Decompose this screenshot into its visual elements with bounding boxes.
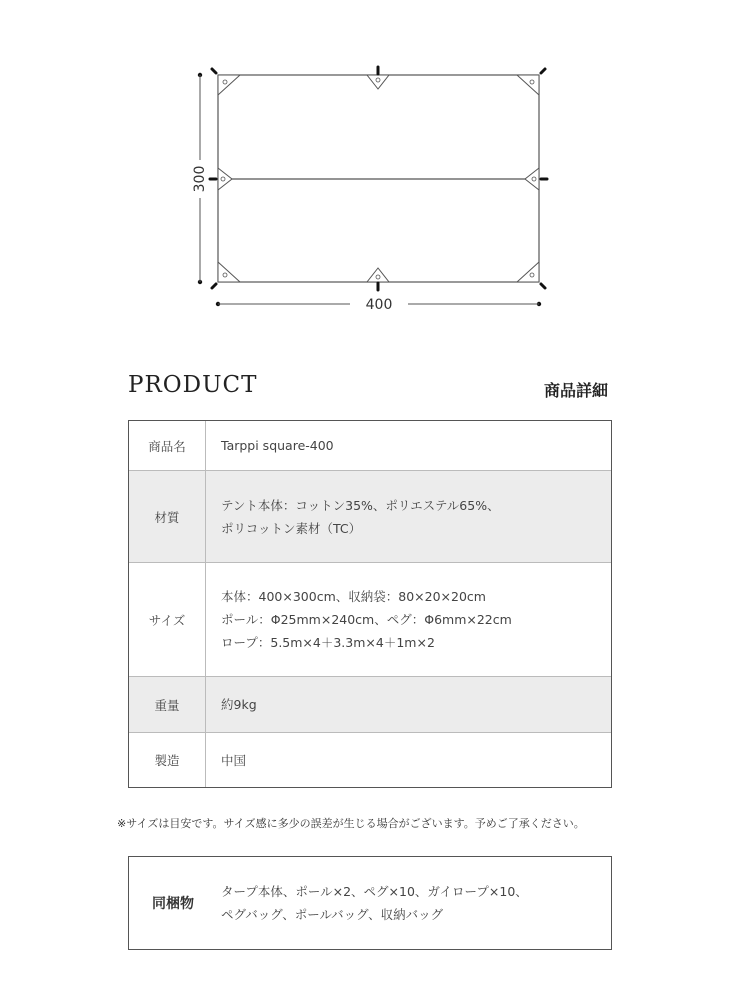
spec-value	[206, 563, 611, 676]
width-dimension	[216, 297, 541, 313]
height-label: 300	[192, 165, 208, 193]
spec-key: 材質	[129, 471, 206, 562]
included-items-line: ペグバッグ、ポールバッグ、収納バッグ	[221, 907, 444, 922]
spec-key: 商品名	[129, 421, 206, 470]
spec-key: 重量	[129, 677, 206, 732]
spec-key: サイズ	[129, 563, 206, 676]
tarp-dimension-diagram	[0, 0, 740, 330]
width-label: 400	[365, 297, 393, 313]
spec-value-line: テント本体：コットン35%、ポリエステル65%、	[221, 497, 500, 513]
spec-value-line: 本体：400×300cm、収納袋：80×20×20cm	[221, 589, 486, 604]
included-items-line: タープ本体、ポール×2、ペグ×10、ガイロープ×10、	[221, 884, 528, 899]
spec-value-line: 中国	[221, 752, 247, 768]
spec-value-line: Tarppi square-400	[221, 438, 334, 453]
spec-value	[206, 677, 611, 732]
included-items-label: 同梱物	[152, 896, 194, 912]
spec-value-line: ロープ：5.5m×4＋3.3m×4＋1m×2	[221, 635, 435, 650]
height-dimension	[192, 73, 208, 284]
spec-value-line: ポリコットン素材（TC）	[221, 520, 362, 536]
spec-row-origin	[129, 733, 611, 787]
spec-row-name	[129, 421, 611, 471]
spec-key: 製造	[129, 733, 206, 787]
product-details-label: 商品詳細	[543, 381, 608, 400]
spec-row-material	[129, 471, 611, 563]
spec-row-size	[129, 563, 611, 677]
spec-value	[206, 733, 611, 787]
included-items-box	[128, 856, 612, 950]
spec-value	[206, 471, 611, 562]
spec-value-line: 約9kg	[221, 697, 257, 712]
spec-table	[128, 420, 612, 788]
product-heading: PRODUCT	[128, 372, 258, 398]
spec-value	[206, 421, 611, 470]
spec-row-weight	[129, 677, 611, 733]
spec-value-line: ポール：Φ25mm×240cm、ペグ：Φ6mm×22cm	[221, 612, 512, 627]
size-disclaimer-note: ※サイズは目安です。サイズ感に多少の誤差が生じる場合がございます。予めご了承ください。	[117, 817, 585, 830]
included-items-list	[217, 880, 528, 926]
